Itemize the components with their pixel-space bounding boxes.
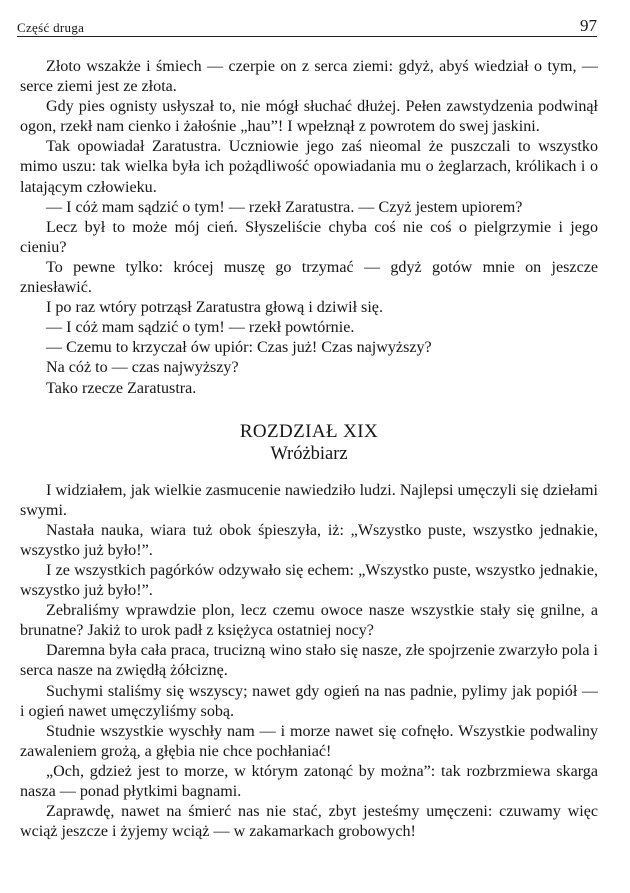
paragraph: Daremna była cała praca, trucizną wino stało się nasze, złe spojrzenie zwarzyło pola i serca nasze na zwiędłą żółciznę. bbox=[20, 642, 598, 680]
body-text bbox=[20, 57, 598, 842]
running-title: Część druga bbox=[17, 20, 85, 35]
paragraph: — I cóż mam sądzić o tym! — rzekł Zaratustra. — Czyż jestem upiorem? bbox=[46, 198, 523, 216]
paragraph: Tako rzecze Zaratustra. bbox=[46, 379, 197, 397]
paragraph: Lecz był to może mój cień. Słyszeliście chyba coś nie coś o pielgrzymie i jego cieniu? bbox=[20, 218, 598, 256]
paragraph: „Och, gdzież jest to morze, w którym zatonąć by można”: tak rozbrzmiewa skarga nasza — ponad płytkimi bagnami. bbox=[20, 762, 598, 800]
paragraph: Zebraliśmy wprawdzie plon, lecz czemu owoce nasze wszystkie stały się gnilne, a brunatne? Jakiż to urok padł z księżyca ostatniej nocy? bbox=[20, 602, 598, 640]
paragraph: I widziałem, jak wielkie zasmucenie nawiedziło ludzi. Najlepsi umęczyli się dziełami swymi. bbox=[20, 481, 598, 519]
paragraph: Suchymi staliśmy się wszyscy; nawet gdy ogień na nas padnie, pylimy jak popiół — i ogień nawet umęczyliśmy sobą. bbox=[20, 682, 598, 720]
paragraph: Tak opowiadał Zaratustra. Uczniowie jego zaś nieomal że puszczali to wszystko mimo uszu: tak wielka była ich pożądliwość opowiadania mu o żeglarzach, królikach i o latającym człowieku. bbox=[20, 138, 598, 196]
paragraph: Nastała nauka, wiara tuż obok śpieszyła, iż: „Wszystko puste, wszystko jednakie, wszystko już było!”. bbox=[20, 521, 598, 559]
chapter-heading bbox=[20, 420, 598, 466]
page-number: 97 bbox=[580, 16, 597, 35]
paragraph: — Czemu to krzyczał ów upiór: Czas już! Czas najwyższy? bbox=[46, 339, 432, 357]
paragraph: Studnie wszystkie wyschły nam — i morze nawet się cofnęło. Wszystkie podwaliny zawaleniem grożą, a głębia nie chce pochłaniać! bbox=[20, 722, 598, 760]
paragraph: — I cóż mam sądzić o tym! — rzekł powtórnie. bbox=[46, 319, 355, 337]
chapter-title: Wróżbiarz bbox=[270, 443, 348, 464]
running-header bbox=[17, 14, 597, 37]
chapter-number: ROZDZIAŁ XIX bbox=[239, 420, 379, 442]
paragraph: I po raz wtóry potrząsł Zaratustra głową i dziwił się. bbox=[46, 299, 383, 317]
paragraph: Na cóż to — czas najwyższy? bbox=[46, 359, 239, 377]
paragraph: I ze wszystkich pagórków odzywało się echem: „Wszystko puste, wszystko jednakie, wszystko już było!”. bbox=[20, 561, 598, 600]
paragraph: To pewne tylko: krócej muszę go trzymać — gdyż gotów mnie on jeszcze zniesławić. bbox=[20, 258, 598, 297]
paragraph: Gdy pies ognisty usłyszał to, nie mógł słuchać dłużej. Pełen zawstydzenia podwinął ogon, rzekł nam cienko i żałośnie „hau”! I wpełznął z powrotem do swej jaskini. bbox=[20, 98, 598, 136]
paragraph: Zaprawdę, nawet na śmierć nas nie stać, zbyt jesteśmy umęczeni: czuwamy więc wciąż jeszcze i żyjemy wciąż — w zakamarkach grobowych! bbox=[20, 803, 598, 841]
paragraph: Złoto wszakże i śmiech — czerpie on z serca ziemi: gdyż, abyś wiedział o tym, — serce ziemi jest ze złota. bbox=[20, 58, 598, 96]
